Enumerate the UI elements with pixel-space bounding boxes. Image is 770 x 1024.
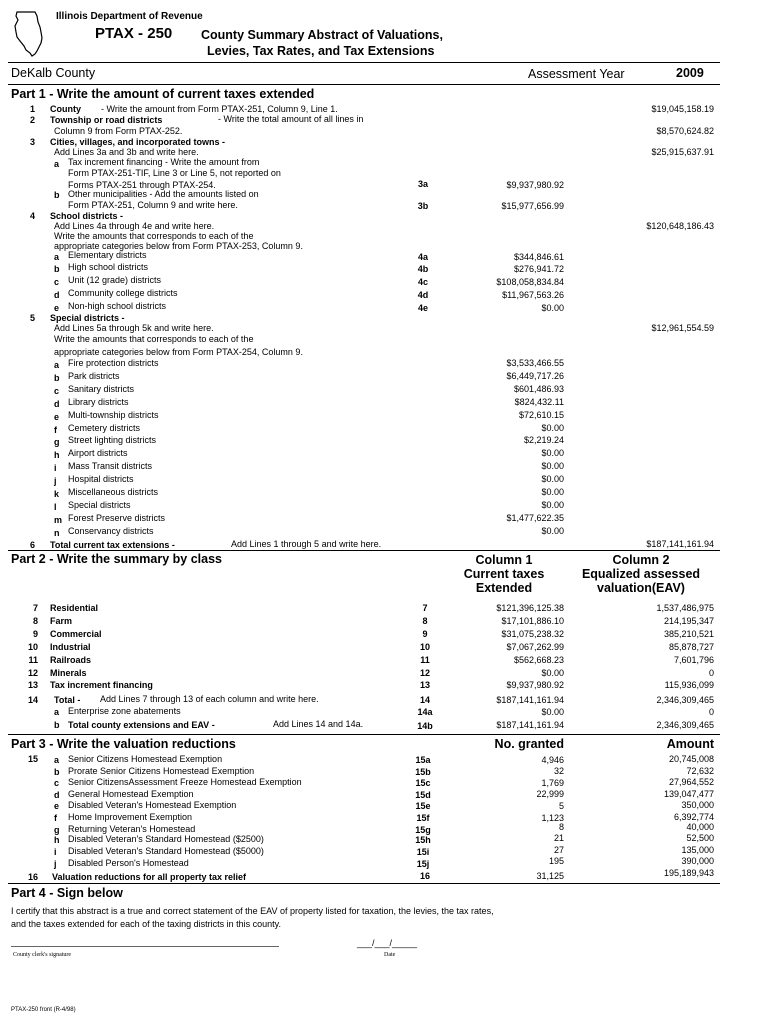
part2-row-col1: $0.00 [541,667,564,678]
line5-item-letter: g [54,437,60,448]
part2-row-number: 13 [27,680,38,691]
line5-item-value: $0.00 [541,525,564,536]
assessment-year: 2009 [676,66,704,80]
part3-heading: Part 3 - Write the valuation reductions [11,737,236,751]
part2-row-number: 8 [32,615,38,626]
assessment-year-label: Assessment Year [528,67,625,81]
line3a-text: Forms PTAX-251 through PTAX-254. [68,180,216,190]
line16-count: 31,125 [536,871,564,881]
line3b-code: 3b [417,201,429,211]
part3-row-count: 5 [558,801,564,811]
line3b-letter: b [54,190,60,200]
part3-row-letter: f [54,813,57,823]
line5-item-value: $0.00 [541,448,564,459]
line5-item-label: Mass Transit districts [68,461,153,472]
part3-col2-header: Amount [666,737,714,751]
part3-row-amount: 52,500 [686,833,714,843]
part3-row-code: 15i [416,847,430,857]
line5-item-letter: a [54,360,60,370]
part2-col2-header: Column 2 [612,553,670,567]
part2-col2-header: Equalized assessed [581,567,701,581]
line-number: 3 [30,137,36,147]
date-field[interactable]: ___/___/_____ [357,938,418,948]
line-number: 16 [27,872,38,882]
line4-item-label: Elementary districts [68,250,147,260]
line4-title: School districts - [50,211,124,221]
part4-heading: Part 4 - Sign below [11,886,123,900]
part2-col1-header: Extended [475,581,533,595]
part2-row-col2: 7,601,796 [673,654,714,665]
part3-row-label: Senior CitizensAssessment Freeze Homestead Exemption [68,777,302,787]
line5-item-value: $0.00 [541,474,564,485]
line-number: 1 [30,104,36,114]
illinois-state-outline-icon [13,10,47,58]
certification-text: and the taxes extended for each of the taxing districts in this county. [11,919,281,929]
part2-row-code: 9 [422,628,428,639]
line6-value: $187,141,161.94 [646,539,714,549]
part2-row-code: 11 [420,654,430,665]
part3-col1-header: No. granted [494,737,564,751]
part3-row-letter: h [54,835,60,845]
line16-amount: 195,189,943 [663,868,714,878]
line5-item-label: Street lighting districts [68,435,157,446]
line14-title: Total - [54,695,81,705]
part2-row-col2: 385,210,521 [663,628,714,639]
line6-title: Total current tax extensions - [50,540,175,550]
line4-item-label: Community college districts [68,288,178,298]
part2-row-col2: 85,878,727 [668,641,714,652]
part3-row-count: 27 [553,845,564,855]
part3-row-letter: g [54,825,60,835]
line4-item-value: $276,941.72 [513,264,564,274]
line5-item-label: Hospital districts [68,474,134,485]
part2-row-number: 11 [28,654,38,665]
part3-row-label: General Homestead Exemption [68,789,194,799]
part3-row-count: 8 [558,822,564,832]
line5-item-letter: k [54,489,60,499]
part3-row-letter: c [54,778,60,788]
part2-row-col1: $562,668.23 [513,654,564,665]
certification-text: I certify that this abstract is a true and correct statement of the EAV of property listed for taxation, the levies, the tax rates, [11,906,494,916]
part2-rule [8,734,720,735]
part3-row-label: Disabled Person's Homestead [68,858,189,868]
part3-row-count: 4,946 [541,755,564,765]
line5-item-value: $72,610.15 [518,409,564,420]
part3-row-code: 15d [415,790,431,800]
part3-row-letter: d [54,790,60,800]
part3-row-amount: 135,000 [681,845,714,855]
part2-row-col1: $7,067,262.99 [506,641,564,652]
part2-row-code: 12 [419,667,430,678]
line5-item-value: $0.00 [541,422,564,433]
part3-row-letter: i [54,847,57,857]
line14b-col2: 2,346,309,465 [656,720,714,730]
line5-item-label: Forest Preserve districts [68,512,166,523]
part2-row-col2: 0 [708,667,714,678]
line3b-text: Other municipalities - Add the amounts listed on [68,189,259,199]
line5-item-label: Fire protection districts [68,358,159,368]
line4-item-label: High school districts [68,262,149,272]
part2-row-number: 9 [32,628,38,639]
line5-item-letter: d [54,398,60,409]
line5-item-value: $6,449,717.26 [506,370,564,381]
line14-code: 14 [419,695,430,705]
part3-row-amount: 27,964,552 [668,777,714,787]
part3-row-label: Home Improvement Exemption [68,812,193,822]
line3b-text: Form PTAX-251, Column 9 and write here. [68,200,238,210]
line1-description: - Write the amount from Form PTAX-251, Column 9, Line 1. [101,104,338,114]
part3-row-code: 15c [415,778,431,788]
line5-text: Write the amounts that corresponds to each of the [54,334,254,344]
part3-row-amount: 40,000 [686,822,714,832]
line3a-value: $9,937,980.92 [506,180,564,190]
part2-row-number: 7 [32,603,38,613]
line4-text: appropriate categories below from Form PTAX-253, Column 9. [54,241,303,251]
line14a-letter: a [54,707,60,717]
line14b-title: Total county extensions and EAV - [68,720,215,730]
part3-row-letter: e [54,801,60,811]
part3-row-count: 21 [553,833,564,843]
part2-col1-header: Current taxes [463,567,545,581]
line5-item-letter: m [54,514,63,525]
line5-item-letter: n [54,527,60,538]
line4-item-code: 4a [417,252,428,262]
line3a-code: 3a [417,179,428,189]
line2-value: $8,570,624.82 [656,126,714,136]
line14b-code: 14b [417,721,433,731]
part3-row-letter: a [54,755,60,765]
line-number: 4 [30,211,36,221]
line5-item-label: Conservancy districts [68,525,154,536]
line14a-code: 14a [417,707,433,717]
part3-row-letter: b [54,767,60,777]
county-name: DeKalb County [11,66,96,80]
line5-value: $12,961,554.59 [651,323,714,333]
line5-item-value: $0.00 [541,487,564,497]
line16-code: 16 [419,871,430,881]
part3-row-letter: j [54,859,57,869]
agency-name: Illinois Department of Revenue [56,11,203,22]
form-revision: PTAX-250 front (R-4/98) [11,1007,76,1013]
line4-text: Add Lines 4a through 4e and write here. [54,221,215,231]
line3-description: Add Lines 3a and 3b and write here. [54,147,199,157]
line5-item-value: $0.00 [541,499,564,510]
line5-item-letter: c [54,385,60,396]
part2-row-label: Industrial [50,641,91,652]
part3-row-count: 32 [553,766,564,776]
line5-text: Add Lines 5a through 5k and write here. [54,323,214,333]
line5-item-letter: h [54,450,60,461]
part3-row-label: Prorate Senior Citizens Homestead Exemption [68,766,255,776]
part3-row-label: Senior Citizens Homestead Exemption [68,754,223,764]
part2-row-col1: $121,396,125.38 [496,603,564,613]
part3-row-count: 1,769 [541,778,564,788]
part2-row-label: Railroads [50,654,92,665]
part3-row-amount: 390,000 [681,856,714,866]
line-number: 15 [27,754,38,764]
part3-row-code: 15b [415,767,431,777]
line3a-text: Tax increment financing - Write the amount from [68,157,260,167]
part2-row-label: Commercial [50,628,102,639]
line3b-value: $15,977,656.99 [501,201,564,211]
line4-item-code: 4e [417,303,428,313]
line5-item-value: $1,477,622.35 [506,512,564,523]
part3-row-code: 15h [415,835,431,845]
part2-heading: Part 2 - Write the summary by class [11,552,222,566]
line5-item-value: $0.00 [541,461,564,472]
line5-item-letter: b [54,372,60,383]
part2-row-label: Farm [50,615,73,626]
part2-row-label: Residential [50,603,99,613]
line5-item-letter: l [54,501,57,512]
line4-item-letter: c [54,277,60,287]
form-id: PTAX - 250 [95,25,173,42]
part2-row-col1: $9,937,980.92 [506,680,564,691]
part2-row-col2: 1,537,486,975 [656,603,714,613]
part3-row-code: 15a [415,755,431,765]
line5-item-letter: f [54,424,57,435]
part3-row-count: 22,999 [536,789,564,799]
line4-item-code: 4b [417,264,429,274]
line4-item-code: 4c [417,277,428,287]
line5-item-letter: j [54,476,57,487]
line14-description: Add Lines 7 through 13 of each column and write here. [100,694,319,704]
part2-row-number: 12 [27,667,38,678]
part2-col1-header: Column 1 [475,553,533,567]
part2-row-code: 13 [419,680,430,691]
line5-item-label: Airport districts [68,448,128,459]
line3a-text: Form PTAX-251-TIF, Line 3 or Line 5, not reported on [68,168,281,178]
part2-row-code: 10 [419,641,430,652]
line14a-col2: 0 [708,707,714,717]
part2-row-code: 8 [422,615,428,626]
line4-item-letter: e [54,303,60,313]
line5-item-label: Miscellaneous districts [68,487,159,497]
part2-row-col1: $17,101,886.10 [501,615,564,626]
signature-label: County clerk's signature [13,952,72,958]
line5-item-label: Multi-township districts [68,409,159,420]
part3-row-code: 15j [416,859,430,869]
line1-title: County [50,104,81,114]
line14-col1: $187,141,161.94 [496,695,564,705]
line14-col2: 2,346,309,465 [656,695,714,705]
line5-item-value: $601,486.93 [513,383,564,394]
part3-row-label: Disabled Veteran's Standard Homestead ($2500) [68,834,264,844]
part3-row-code: 15g [415,825,431,835]
part3-row-code: 15f [416,813,430,823]
part2-row-code: 7 [422,603,428,613]
line5-item-letter: i [54,463,57,474]
part3-row-amount: 6,392,774 [673,812,714,822]
county-rule [8,84,720,85]
header-rule [8,62,720,63]
line-number: 14 [27,695,38,705]
line14a-col1: $0.00 [541,707,564,717]
part3-row-label: Returning Veteran's Homestead [68,824,196,834]
part3-row-amount: 139,047,477 [663,789,714,799]
part3-rule [8,883,720,884]
form-title-line1: County Summary Abstract of Valuations, [201,28,443,42]
line5-text: appropriate categories below from Form PTAX-254, Column 9. [54,347,303,357]
line3-title: Cities, villages, and incorporated towns - [50,137,226,147]
line4-value: $120,648,186.43 [646,221,714,231]
line4-text: Write the amounts that corresponds to each of the [54,231,254,241]
line4-item-value: $344,846.61 [513,252,564,262]
line5-item-label: Park districts [68,370,120,381]
part3-row-label: Disabled Veteran's Standard Homestead ($5000) [68,846,264,856]
line2-description: - Write the total amount of all lines in [218,114,364,124]
line4-item-label: Unit (12 grade) districts [68,275,162,285]
part3-row-amount: 20,745,008 [668,754,714,764]
part3-row-count: 195 [548,856,564,866]
line5-item-label: Library districts [68,396,129,407]
part2-row-number: 10 [27,641,38,652]
line5-title: Special districts - [50,313,125,323]
part2-row-label: Tax increment financing [50,680,153,691]
part2-row-label: Minerals [50,667,87,678]
line4-item-value: $108,058,834.84 [496,277,564,287]
line4-item-value: $0.00 [541,303,564,313]
line-number: 2 [30,115,36,125]
part2-row-col2: 214,195,347 [663,615,714,626]
part3-row-amount: 72,632 [686,766,714,776]
line5-item-value: $824,432.11 [514,396,564,407]
part1-rule [8,550,720,551]
line5-item-label: Special districts [68,499,131,510]
form-title-line2: Levies, Tax Rates, and Tax Extensions [207,44,435,58]
line16-label: Valuation reductions for all property tax relief [52,872,247,882]
line14b-col1: $187,141,161.94 [496,720,564,730]
line4-item-letter: a [54,252,60,262]
line4-item-label: Non-high school districts [68,301,167,311]
line6-description: Add Lines 1 through 5 and write here. [231,539,382,549]
line5-item-letter: e [54,411,60,422]
line4-item-letter: d [54,290,60,300]
line14a-label: Enterprise zone abatements [68,706,181,716]
part3-row-count: 1,123 [541,813,564,823]
date-label: Date [384,952,396,958]
part1-heading: Part 1 - Write the amount of current taxes extended [11,87,315,101]
line2-description-cont: Column 9 from Form PTAX-252. [54,126,183,136]
part2-col2-header: valuation(EAV) [597,581,685,595]
line5-item-label: Cemetery districts [68,422,141,433]
line5-item-value: $3,533,466.55 [506,358,564,368]
part2-row-col2: 115,936,099 [664,680,714,691]
part3-row-code: 15e [415,801,431,811]
line4-item-letter: b [54,264,60,274]
line5-item-label: Sanitary districts [68,383,135,394]
signature-line[interactable] [11,946,279,947]
part3-row-amount: 350,000 [681,800,714,810]
line1-value: $19,045,158.19 [651,104,714,114]
line3-value: $25,915,637.91 [651,147,714,157]
line4-item-code: 4d [417,290,429,300]
part2-row-col1: $31,075,238.32 [501,628,564,639]
line4-item-value: $11,967,563.26 [502,290,564,300]
line14b-description: Add Lines 14 and 14a. [273,719,364,729]
line-number: 6 [30,540,36,550]
line3a-letter: a [54,159,60,169]
part3-row-label: Disabled Veteran's Homestead Exemption [68,800,237,810]
line-number: 5 [30,313,36,323]
line2-title: Township or road districts [50,115,163,125]
line5-item-value: $2,219.24 [523,435,564,446]
line14b-letter: b [54,720,60,730]
